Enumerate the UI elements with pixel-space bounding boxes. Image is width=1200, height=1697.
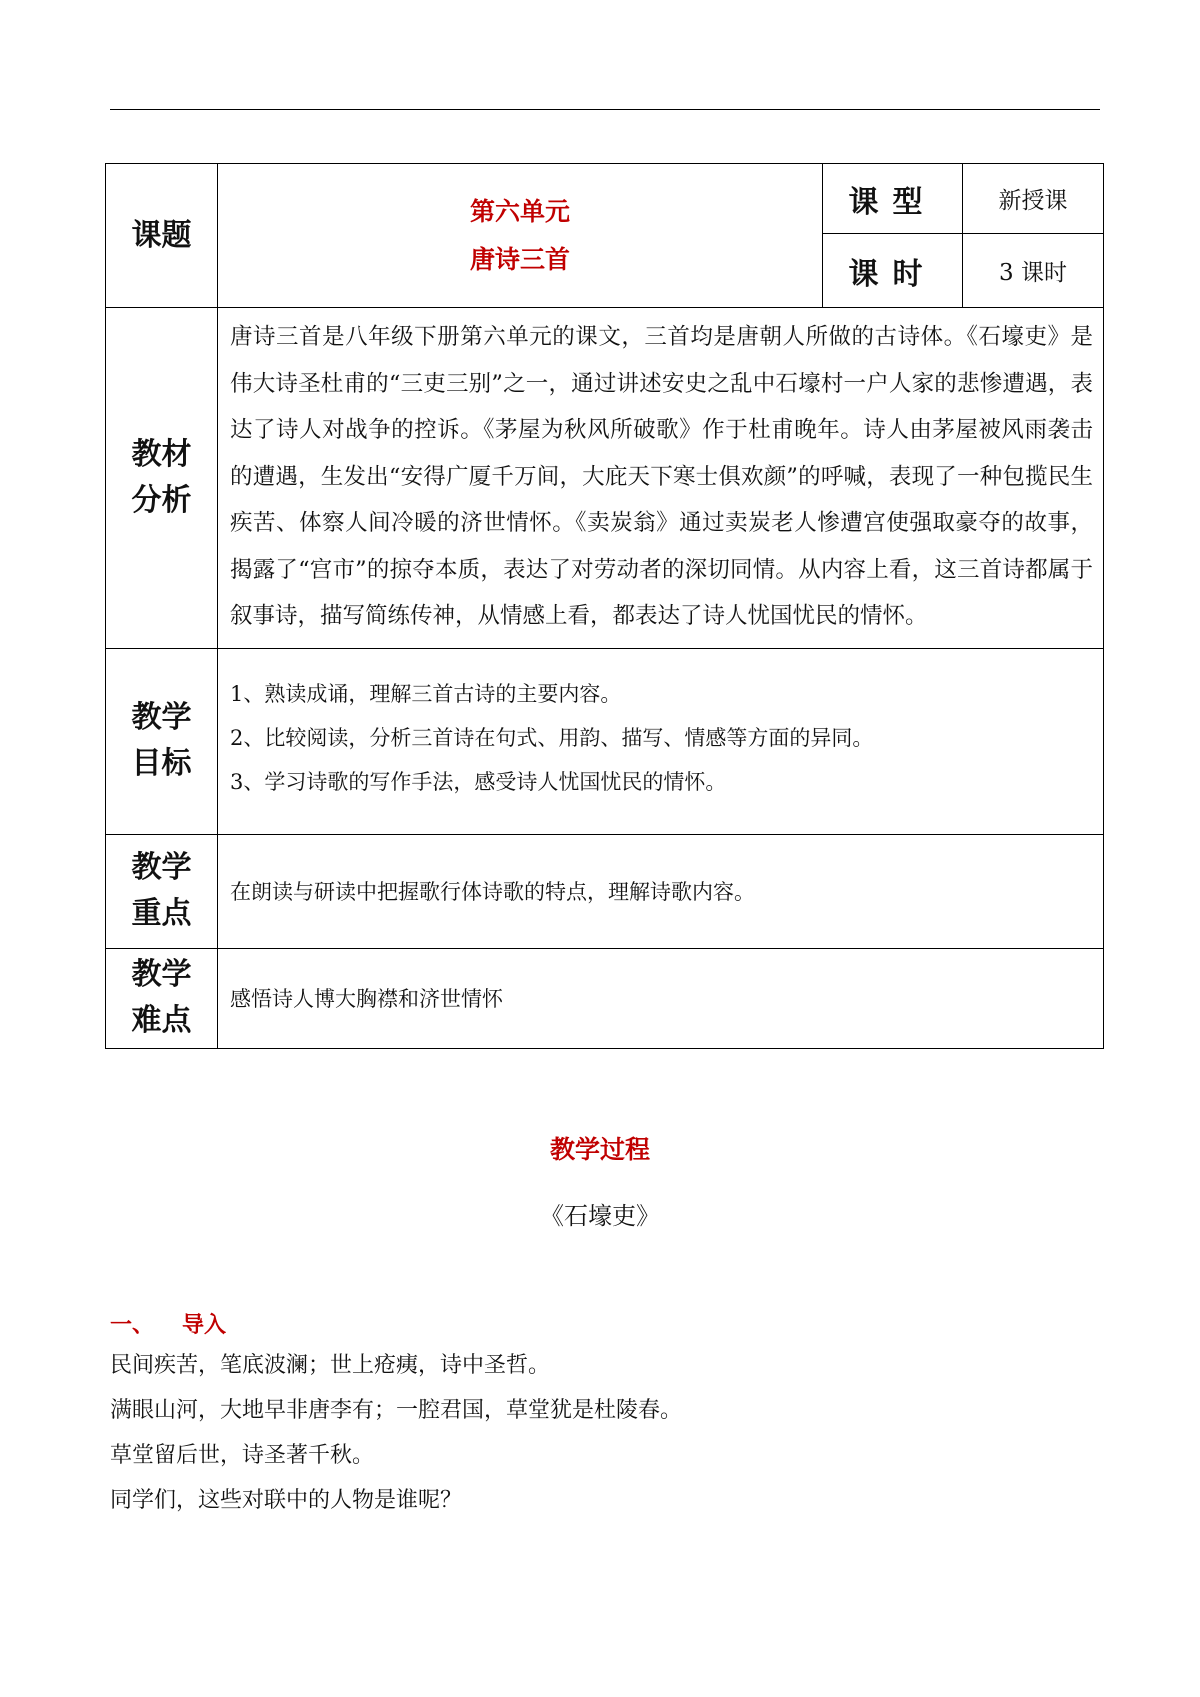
goal-item: 3、学习诗歌的写作手法，感受诗人忧国忧民的情怀。 (230, 770, 727, 794)
analysis-text: 唐诗三首是八年级下册第六单元的课文，三首均是唐朝人所做的古诗体。《石壕吏》是伟大诗圣杜甫的“三吏三别”之一，通过讲述安史之乱中石壕村一户人家的悲惨遭遇，表达了诗人对战争的控诉。《茅屋为秋风所破歌》作于杜甫晚年。诗人由茅屋被风雨袭击的遭遇，生发出“安得广厦千万间，大庇天下寒士俱欢颜”的呼喊，表现了一种包揽民生疾苦、体察人间冷暖的济世情怀。《卖炭翁》通过卖炭老人惨遭宫使强取豪夺的故事，揭露了“宫市”的掠夺本质，表达了对劳动者的深切同情。从内容上看，这三首诗都属于叙事诗，描写简练传神，从情感上看，都表达了诗人忧国忧民的情怀。 (218, 308, 1104, 649)
intro-line: 草堂留后世，诗圣著千秋。 (110, 1443, 375, 1468)
goals-label-cell (106, 648, 218, 834)
analysis-label-cell (106, 308, 218, 649)
intro-line: 同学们，这些对联中的人物是谁呢？ (110, 1488, 463, 1513)
difficulty-label-line2: 难点 (131, 1003, 192, 1038)
key-text: 在朗读与研读中把握歌行体诗歌的特点，理解诗歌内容。 (218, 834, 1104, 948)
goals-label-line2: 目标 (131, 746, 192, 781)
key-label-line2: 重点 (131, 896, 192, 931)
lesson-title-cell (218, 164, 823, 308)
section-name: 导入 (182, 1313, 227, 1338)
process-title: 教学过程 (549, 1135, 650, 1164)
unit-name: 第六单元 (469, 196, 570, 226)
analysis-label-line2: 分析 (131, 482, 192, 518)
section-heading (110, 1308, 226, 1339)
topic-label: 课题 (131, 217, 192, 253)
key-label-cell (106, 834, 218, 948)
goals-label-line1: 教学 (131, 700, 192, 735)
type-label: 课型 (823, 164, 963, 234)
hours-label: 课时 (823, 234, 963, 308)
lesson-title: 唐诗三首 (469, 244, 570, 274)
difficulty-label-line1: 教学 (131, 957, 192, 992)
poem-title: 《石壕吏》 (540, 1202, 660, 1230)
goal-item: 2、比较阅读，分析三首诗在句式、用韵、描写、情感等方面的异同。 (230, 726, 874, 750)
hours-value: 3 课时 (963, 234, 1104, 308)
key-label-line1: 教学 (131, 850, 192, 885)
header-rule (110, 109, 1100, 110)
goals-list (218, 648, 1104, 834)
section-number: 一、 (110, 1313, 155, 1338)
intro-body (110, 1343, 682, 1523)
analysis-label-line1: 教材 (131, 436, 192, 472)
intro-line: 民间疾苦，笔底波澜；世上疮痍，诗中圣哲。 (110, 1353, 551, 1378)
intro-line: 满眼山河，大地早非唐李有；一腔君国，草堂犹是杜陵春。 (110, 1398, 683, 1423)
lesson-plan-table (105, 163, 1104, 1049)
difficulty-text: 感悟诗人博大胸襟和济世情怀 (218, 948, 1104, 1048)
type-value: 新授课 (963, 164, 1104, 234)
goal-item: 1、熟读成诵，理解三首古诗的主要内容。 (230, 682, 622, 706)
difficulty-label-cell (106, 948, 218, 1048)
topic-label-cell (106, 164, 218, 308)
